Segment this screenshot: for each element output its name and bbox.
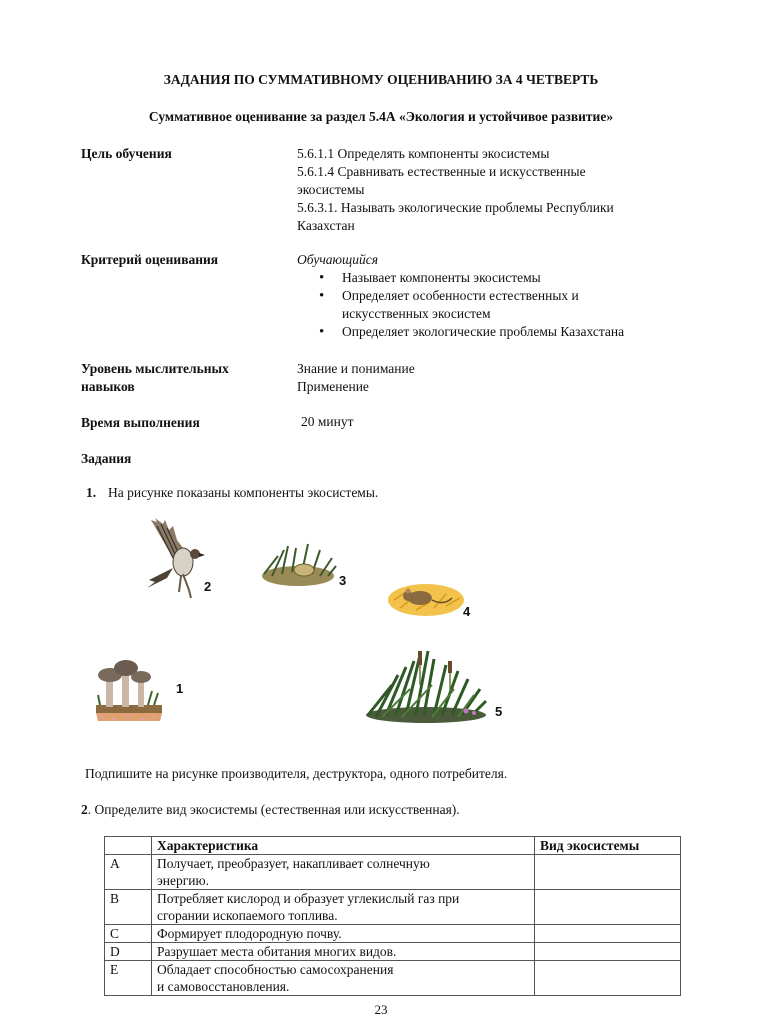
row-text: Разрушает места обитания многих видов. — [152, 943, 535, 961]
bird-of-prey-icon — [143, 518, 213, 603]
ecosystem-table — [104, 836, 681, 996]
task1-number: 1. — [86, 485, 97, 500]
reed-grass-icon — [362, 645, 490, 725]
row-letter: E — [105, 961, 152, 996]
table-header-cell — [105, 837, 152, 855]
table-row — [105, 890, 681, 925]
figure-label-4: 4 — [463, 604, 471, 619]
criteria-list — [297, 269, 687, 341]
answer-cell[interactable] — [535, 890, 681, 925]
time-value: 20 минут — [301, 414, 354, 429]
criteria-label: Критерий оценивания — [81, 252, 219, 267]
mouse-icon — [386, 574, 471, 620]
criteria-intro: Обучающийся — [297, 252, 379, 267]
table-header-cell: Характеристика — [152, 837, 535, 855]
page-title: ЗАДАНИЯ ПО СУММАТИВНОМУ ОЦЕНИВАНИЮ ЗА 4 ЧЕТВЕРТЬ — [163, 72, 599, 87]
row-letter: D — [105, 943, 152, 961]
tasks-heading: Задания — [81, 451, 132, 466]
figure-label-5: 5 — [495, 704, 503, 719]
table-header-cell: Вид экосистемы — [535, 837, 681, 855]
row-text: Формирует плодородную почву. — [152, 925, 535, 943]
section-subtitle: Суммативное оценивание за раздел 5.4А «Экология и устойчивое развитие» — [148, 109, 614, 124]
task2-text: . Определите вид экосистемы (естественная или искусственная). — [87, 802, 460, 817]
thinking-label: Уровень мыслительных навыков — [81, 361, 229, 394]
row-text: Обладает способностью самосохранения и самовосстановления. — [152, 961, 535, 996]
row-letter: C — [105, 925, 152, 943]
goal-line: 5.6.1.4 Сравнивать естественные и искусственные — [297, 164, 586, 179]
task2-number: 2 — [81, 802, 88, 817]
answer-cell[interactable] — [535, 961, 681, 996]
table-row — [105, 855, 681, 890]
figure-label-2: 2 — [204, 579, 212, 594]
task2-prompt — [81, 802, 460, 818]
task1-instruction: Подпишите на рисунке производителя, деструктора, одного потребителя. — [85, 766, 508, 781]
table-row — [105, 925, 681, 943]
goal-list — [297, 145, 687, 235]
row-letter: B — [105, 890, 152, 925]
task1-text: На рисунке показаны компоненты экосистемы. — [108, 485, 379, 500]
criteria-item: • Определяет экологические проблемы Казахстана — [297, 323, 687, 341]
criteria-item: • Называет компоненты экосистемы — [297, 269, 687, 287]
figure-label-1: 1 — [176, 681, 184, 696]
row-letter: A — [105, 855, 152, 890]
row-text: Потребляет кислород и образует углекислый газ при сгорании ископаемого топлива. — [152, 890, 535, 925]
table-header-row — [105, 837, 681, 855]
goal-line: 5.6.3.1. Называть экологические проблемы Республики — [297, 200, 614, 215]
figure-label-3: 3 — [339, 573, 347, 588]
goal-label: Цель обучения — [81, 146, 172, 161]
task1-prompt — [86, 484, 378, 502]
page-number: 23 — [374, 1002, 388, 1017]
criteria-item: • Определяет особенности естественных и искусственных экосистем — [297, 287, 687, 323]
grass-nest-icon — [258, 536, 338, 590]
answer-cell[interactable] — [535, 925, 681, 943]
table-row — [105, 943, 681, 961]
row-text: Получает, преобразует, накапливает солнечную энергию. — [152, 855, 535, 890]
goal-line: 5.6.1.1 Определять компоненты экосистемы — [297, 146, 550, 161]
thinking-values: Знание и понимание Применение — [297, 361, 415, 394]
answer-cell[interactable] — [535, 855, 681, 890]
time-label: Время выполнения — [81, 415, 200, 430]
goal-line: экосистемы — [297, 182, 365, 197]
criteria-block — [297, 251, 687, 341]
goal-line: Казахстан — [297, 218, 355, 233]
table-row — [105, 961, 681, 996]
mushrooms-icon — [92, 655, 166, 725]
answer-cell[interactable] — [535, 943, 681, 961]
